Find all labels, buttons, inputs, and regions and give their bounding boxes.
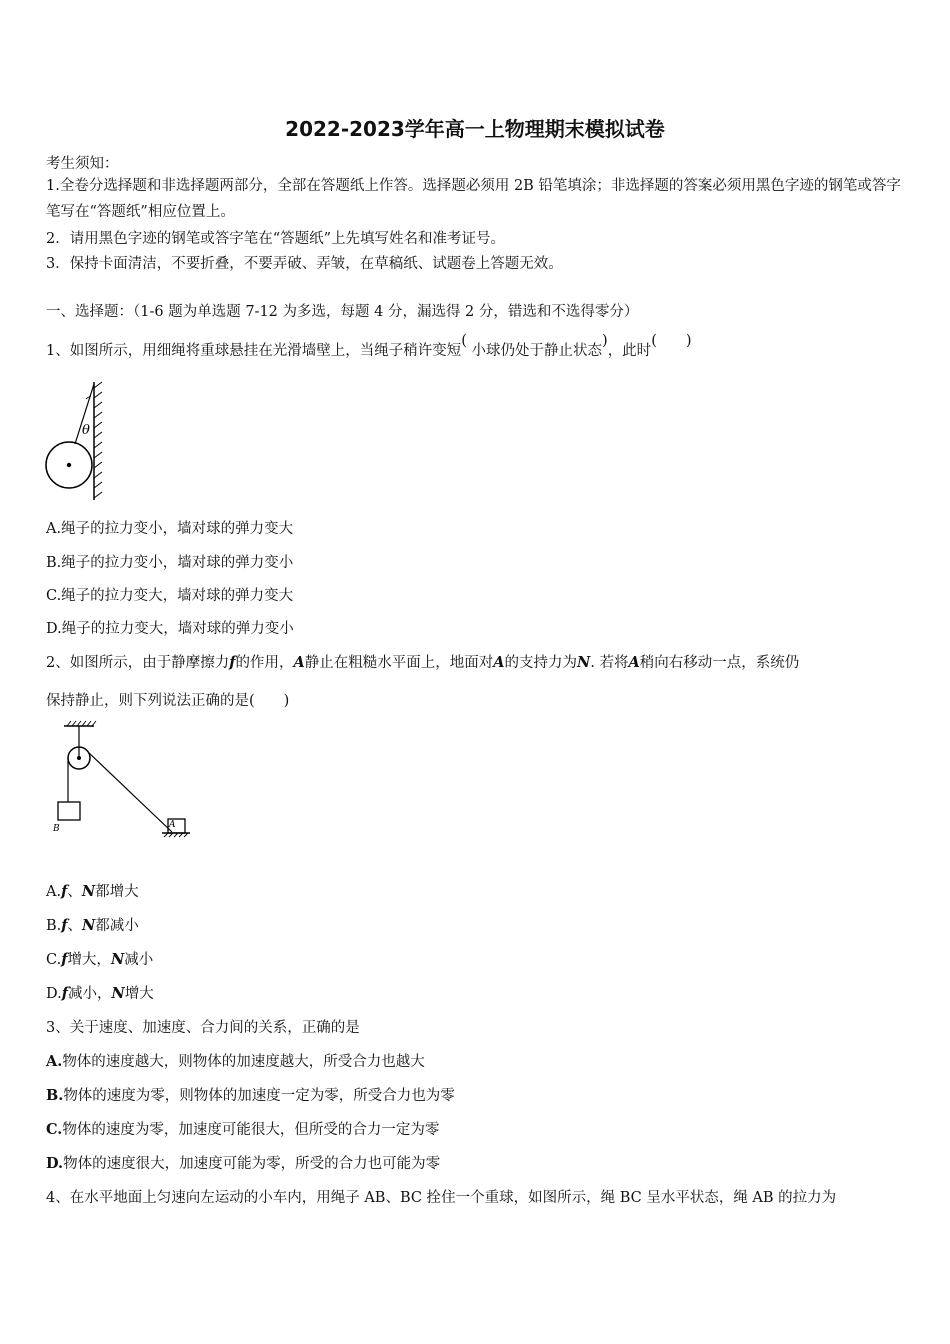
q2-rope-diagonal (88, 752, 172, 832)
q2-label-a: A (169, 820, 176, 830)
q2-stem-6: 稍向右移动一点，系统仍 (639, 655, 800, 671)
q2-b-label: B. (46, 918, 62, 934)
q1-option-a: A.绳子的拉力变小，墙对球的弹力变大 (46, 521, 294, 537)
q2-pulley-axle (77, 756, 81, 760)
q2-d-n: N (111, 985, 125, 1002)
q2-var-a-3: A (628, 654, 640, 671)
q2-stem-3: 静止在粗糙水平面上，地面对 (304, 655, 494, 671)
q3-b-text: 物体的速度为零，则物体的加速度一定为零，所受合力也为零 (63, 1088, 455, 1104)
q3-b-label: B. (46, 1087, 64, 1104)
q3-option-d (46, 1152, 440, 1173)
q3-option-a (46, 1050, 425, 1071)
notice-item-1: 1.全卷分选择题和非选择题两部分，全部在答题纸上作答。选择题必须用 2B 铅笔填涂；非选择题的答案必须用黑色字迹的钢笔或答字笔写在“答题纸”相应位置上。 (46, 178, 901, 220)
q1-wall-hatching (94, 382, 102, 498)
q2-c-mid: 增大， (67, 952, 111, 968)
question-2-stem (46, 651, 799, 672)
q3-d-label: D. (46, 1155, 64, 1172)
q2-label-b: B (53, 824, 60, 834)
q2-option-b (46, 914, 139, 935)
question-3-stem: 3、关于速度、加速度、合力间的关系，正确的是 (46, 1020, 360, 1036)
q2-pulley-figure (50, 720, 195, 838)
q1-ball-center (67, 463, 71, 467)
q2-stem-4: 的支持力为 (504, 655, 578, 671)
q2-var-n: N (577, 654, 591, 671)
q2-c-text: 减小 (124, 952, 154, 968)
q2-b-f: f (61, 917, 68, 934)
q2-stem-1: 2、如图所示，由于静摩擦力 (46, 655, 230, 671)
q3-d-text: 物体的速度很大，加速度可能为零，所受的合力也可能为零 (63, 1156, 441, 1172)
q2-a-f: f (61, 883, 68, 900)
q1-stem-part-a: 1、如图所示，用细绳将重球悬挂在光滑墙壁上，当绳子稍许变短 (46, 343, 462, 359)
question-2-stem-line-2: 保持静止，则下列说法正确的是( ) (46, 693, 290, 709)
notice-item-3: 3．保持卡面清洁，不要折叠，不要弄破、弄皱，在草稿纸、试题卷上答题无效。 (46, 256, 563, 272)
q2-d-mid: 减小， (67, 986, 112, 1002)
q2-block-b (58, 802, 80, 820)
section-heading: 一、选择题：（1-6 题为单选题 7-12 为多选，每题 4 分，漏选得 2 分，错选和不选得零分） (46, 304, 639, 320)
q3-option-c (46, 1118, 439, 1139)
q2-a-text: 都增大 (95, 884, 139, 900)
q2-stem-5: . 若将 (590, 655, 629, 671)
q1-theta-label: θ (82, 423, 90, 438)
q1-stem-part-b: 小球仍处于静止状态 (471, 343, 603, 359)
q2-c-f: f (61, 951, 68, 968)
q2-var-f: f (229, 654, 236, 671)
q2-a-label: A. (46, 884, 62, 900)
q2-option-d (46, 982, 154, 1003)
q2-c-label: C. (46, 952, 62, 968)
q2-d-label: D. (46, 986, 62, 1002)
q1-option-d: D.绳子的拉力变大，墙对球的弹力变小 (46, 621, 294, 637)
notice-heading: 考生须知： (46, 156, 119, 172)
q2-option-c (46, 948, 153, 969)
q1-close-paren: ) (602, 333, 608, 349)
q1-answer-blank: ( ) (651, 333, 692, 349)
q2-b-n: N (82, 917, 96, 934)
page-title: 2022-2023学年高一上物理期末模拟试卷 (285, 117, 665, 141)
q1-option-b: B.绳子的拉力变小，墙对球的弹力变小 (46, 555, 294, 571)
q1-stem-part-c: ，此时 (607, 343, 652, 359)
q2-b-text: 都减小 (95, 918, 139, 934)
q2-option-a (46, 880, 139, 901)
q3-c-label: C. (46, 1121, 63, 1138)
q2-var-a-2: A (493, 654, 505, 671)
q2-a-mid: 、 (67, 884, 82, 900)
q3-a-label: A. (46, 1053, 63, 1070)
q2-d-f: f (61, 985, 68, 1002)
q3-a-text: 物体的速度越大，则物体的加速度越大，所受合力也越大 (62, 1054, 425, 1070)
question-4-stem: 4、在水平地面上匀速向左运动的小车内，用绳子 AB、BC 拴住一个重球，如图所示，绳 BC 呈水平状态，绳 AB 的拉力为 (46, 1190, 837, 1206)
q1-ball-wall-figure (44, 378, 108, 504)
q2-stem-2: 的作用， (235, 655, 294, 671)
q3-option-b (46, 1084, 455, 1105)
q2-d-text: 增大 (124, 986, 154, 1002)
q1-option-c: C.绳子的拉力变大，墙对球的弹力变大 (46, 588, 294, 604)
q2-c-n: N (110, 951, 125, 968)
q2-var-a: A (293, 654, 305, 671)
q2-b-mid: 、 (67, 918, 83, 934)
notice-item-2: 2．请用黑色字迹的钢笔或答字笔在“答题纸”上先填写姓名和准考证号。 (46, 231, 506, 247)
question-1-stem (46, 333, 692, 360)
q1-open-paren: ( (461, 333, 467, 349)
q2-a-n: N (81, 883, 96, 900)
q3-c-text: 物体的速度为零，加速度可能很大，但所受的合力一定为零 (62, 1122, 440, 1138)
